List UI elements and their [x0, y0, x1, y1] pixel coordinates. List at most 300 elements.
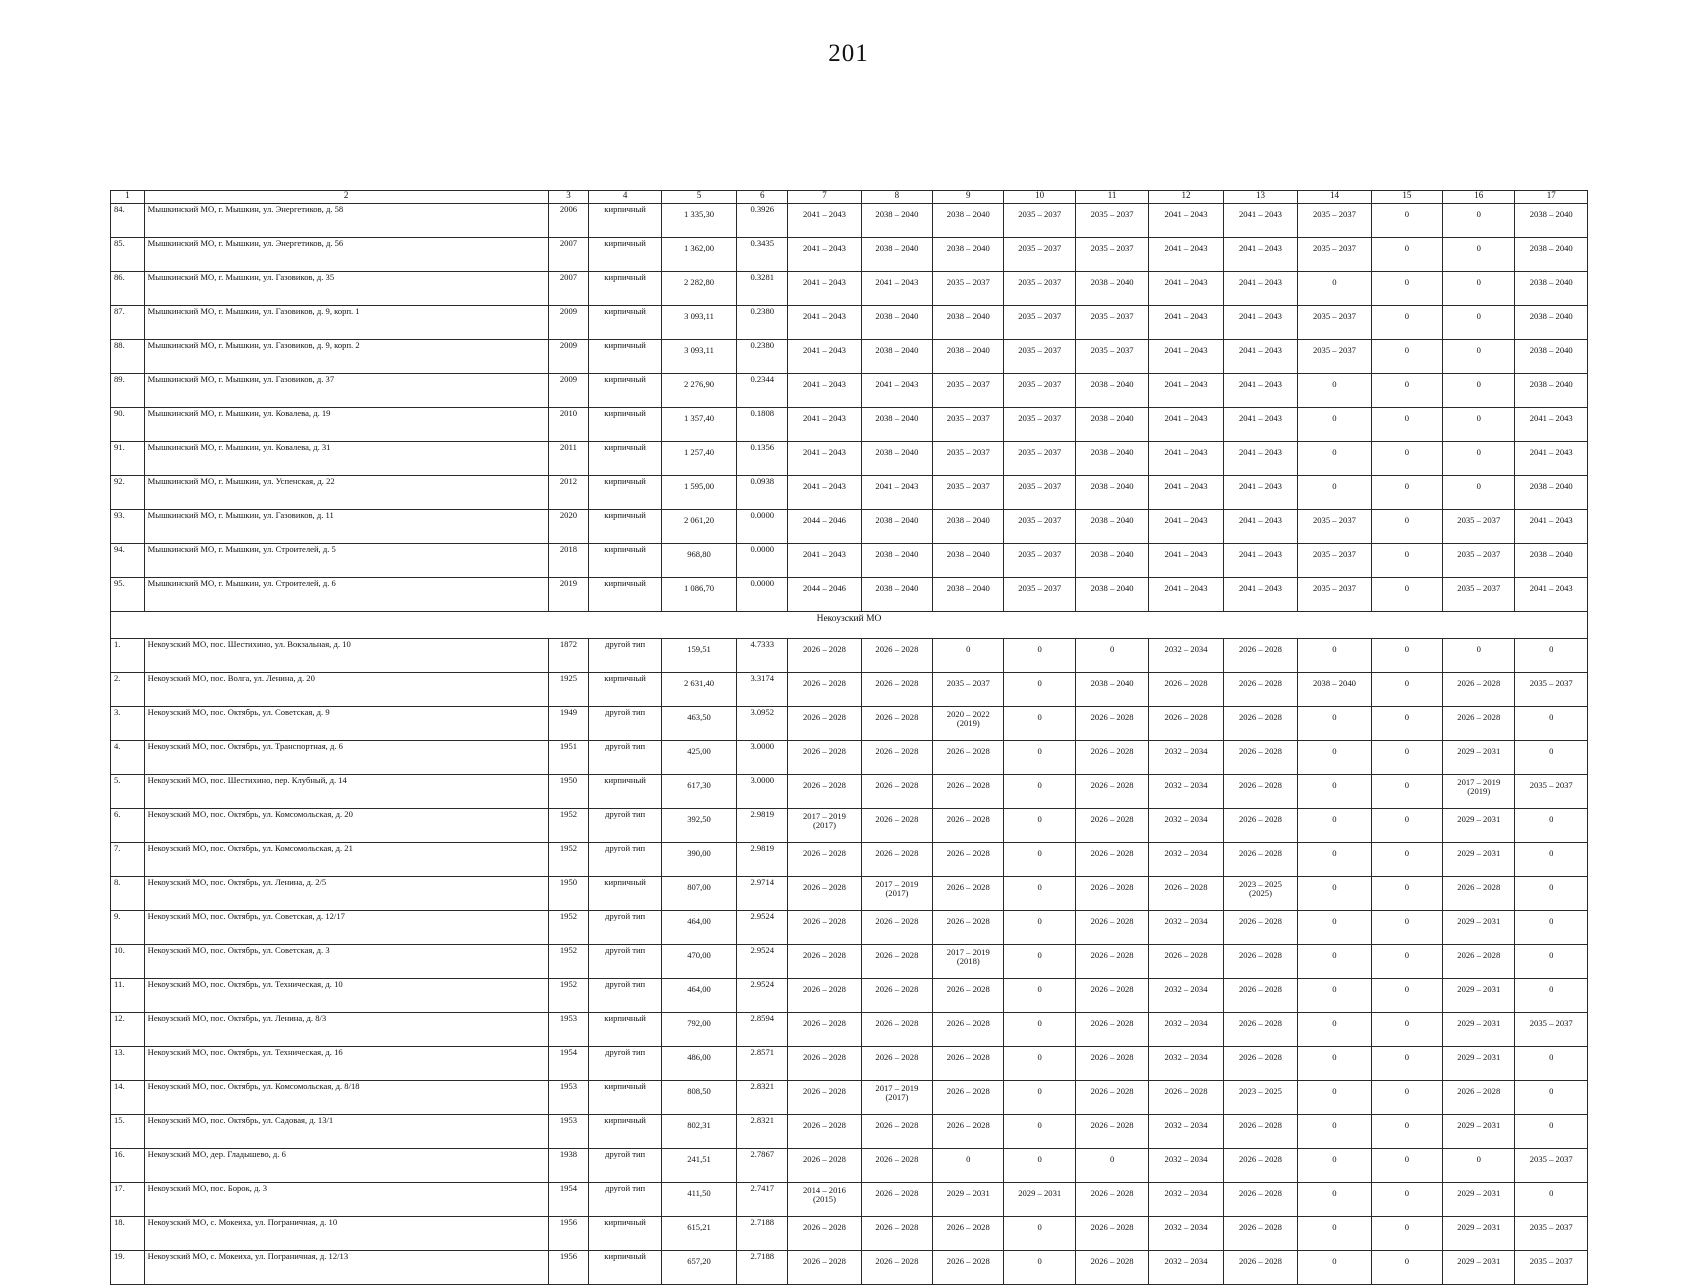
table-cell: 2026 – 2028: [788, 843, 861, 877]
table-cell: 2038 – 2040: [1075, 578, 1148, 612]
table-cell: 2035 – 2037: [933, 272, 1004, 306]
table-cell: 0: [1515, 979, 1588, 1013]
table-cell: 2026 – 2028: [1223, 1013, 1297, 1047]
table-cell: 0: [1443, 238, 1515, 272]
row-number-cell: 1.: [111, 639, 145, 673]
table-cell: 2014 – 2016 (2015): [788, 1183, 861, 1217]
row-number-cell: 10.: [111, 945, 145, 979]
table-cell: 2029 – 2031: [1443, 809, 1515, 843]
table-row: [111, 578, 1588, 612]
table-cell: 2029 – 2031: [1443, 1013, 1515, 1047]
table-cell: 0: [1298, 1115, 1371, 1149]
row-number-cell: 16.: [111, 1149, 145, 1183]
table-cell: 2035 – 2037: [1004, 476, 1075, 510]
table-cell: 0: [1298, 442, 1371, 476]
table-row: [111, 476, 1588, 510]
table-cell: 2029 – 2031: [1443, 979, 1515, 1013]
index-cell: 0.0000: [737, 510, 788, 544]
table-cell: 2026 – 2028: [1149, 673, 1223, 707]
table-cell: 2026 – 2028: [788, 1217, 861, 1251]
table-cell: 2041 – 2043: [861, 272, 932, 306]
table-cell: 2041 – 2043: [1223, 510, 1297, 544]
area-cell: 657,20: [661, 1251, 736, 1285]
table-cell: 2026 – 2028: [788, 639, 861, 673]
address-cell: Мышкинский МО, г. Мышкин, ул. Газовиков, д. 35: [144, 272, 548, 306]
table-cell: 2041 – 2043: [788, 544, 861, 578]
row-number-cell: 90.: [111, 408, 145, 442]
column-number-header: 11: [1075, 191, 1148, 204]
table-cell: 2026 – 2028: [1223, 707, 1297, 741]
table-cell: 2035 – 2037: [1515, 1217, 1588, 1251]
table-cell: 2026 – 2028: [788, 775, 861, 809]
table-cell: 0: [1004, 1081, 1075, 1115]
table-cell: 2038 – 2040: [1515, 272, 1588, 306]
wall-material-cell: кирпичный: [589, 510, 661, 544]
table-row: [111, 979, 1588, 1013]
table-cell: 2035 – 2037: [933, 442, 1004, 476]
table-cell: 2026 – 2028: [788, 1013, 861, 1047]
table-cell: 0: [1004, 809, 1075, 843]
table-row: [111, 1047, 1588, 1081]
table-cell: 2032 – 2034: [1149, 1115, 1223, 1149]
table-cell: 2041 – 2043: [1223, 442, 1297, 476]
area-cell: 1 357,40: [661, 408, 736, 442]
area-cell: 792,00: [661, 1013, 736, 1047]
table-cell: 2041 – 2043: [1149, 340, 1223, 374]
table-cell: 0: [1004, 911, 1075, 945]
address-cell: Некоузский МО, пос. Октябрь, ул. Советская, д. 12/17: [144, 911, 548, 945]
table-cell: 2038 – 2040: [861, 340, 932, 374]
table-cell: 0: [1371, 204, 1442, 238]
table-cell: 2026 – 2028: [1075, 1217, 1148, 1251]
address-cell: Некоузский МО, пос. Шестихино, ул. Вокзальная, д. 10: [144, 639, 548, 673]
table-cell: 2038 – 2040: [861, 544, 932, 578]
area-cell: 1 257,40: [661, 442, 736, 476]
table-cell: 2026 – 2028: [788, 945, 861, 979]
row-number-cell: 15.: [111, 1115, 145, 1149]
row-number-cell: 18.: [111, 1217, 145, 1251]
year-cell: 1953: [548, 1081, 589, 1115]
table-cell: 2026 – 2028: [1075, 979, 1148, 1013]
address-cell: Некоузский МО, пос. Октябрь, ул. Техническая, д. 10: [144, 979, 548, 1013]
wall-material-cell: кирпичный: [589, 476, 661, 510]
table-cell: 2038 – 2040: [933, 578, 1004, 612]
table-cell: 2032 – 2034: [1149, 741, 1223, 775]
address-cell: Мышкинский МО, г. Мышкин, ул. Газовиков, д. 11: [144, 510, 548, 544]
index-cell: 2.9819: [737, 809, 788, 843]
table-cell: 2026 – 2028: [1223, 1183, 1297, 1217]
area-cell: 486,00: [661, 1047, 736, 1081]
row-number-cell: 95.: [111, 578, 145, 612]
table-cell: 2032 – 2034: [1149, 911, 1223, 945]
table-cell: 2038 – 2040: [1075, 510, 1148, 544]
year-cell: 1956: [548, 1217, 589, 1251]
table-cell: 2026 – 2028: [1075, 809, 1148, 843]
table-cell: 2035 – 2037: [1443, 578, 1515, 612]
index-cell: 2.9524: [737, 911, 788, 945]
table-cell: 0: [1443, 639, 1515, 673]
column-number-header: 3: [548, 191, 589, 204]
table-body: [111, 191, 1588, 1285]
table-cell: 2044 – 2046: [788, 578, 861, 612]
wall-material-cell: кирпичный: [589, 374, 661, 408]
address-cell: Некоузский МО, с. Мокеиха, ул. Пограничная, д. 12/13: [144, 1251, 548, 1285]
table-cell: 2038 – 2040: [861, 442, 932, 476]
wall-material-cell: другой тип: [589, 843, 661, 877]
table-cell: 0: [1371, 374, 1442, 408]
table-cell: 0: [1298, 1251, 1371, 1285]
table-cell: 2038 – 2040: [861, 510, 932, 544]
column-number-header: 16: [1443, 191, 1515, 204]
table-cell: 2026 – 2028: [1443, 877, 1515, 911]
table-cell: 2038 – 2040: [1075, 442, 1148, 476]
table-cell: 0: [1371, 843, 1442, 877]
table-cell: 2041 – 2043: [1149, 374, 1223, 408]
table-cell: 0: [1371, 639, 1442, 673]
table-cell: 2026 – 2028: [933, 1115, 1004, 1149]
table-cell: 2035 – 2037: [1298, 306, 1371, 340]
address-cell: Некоузский МО, пос. Октябрь, ул. Техническая, д. 16: [144, 1047, 548, 1081]
table-cell: 2026 – 2028: [1075, 1251, 1148, 1285]
table-cell: 0: [1004, 945, 1075, 979]
row-number-cell: 85.: [111, 238, 145, 272]
table-cell: 2026 – 2028: [788, 1149, 861, 1183]
table-cell: 2026 – 2028: [1075, 911, 1148, 945]
table-cell: 2032 – 2034: [1149, 1251, 1223, 1285]
table-cell: 2026 – 2028: [1223, 843, 1297, 877]
table-cell: 2026 – 2028: [933, 809, 1004, 843]
wall-material-cell: другой тип: [589, 707, 661, 741]
table-cell: 0: [1298, 408, 1371, 442]
wall-material-cell: другой тип: [589, 945, 661, 979]
column-number-header: 17: [1515, 191, 1588, 204]
table-cell: 0: [1004, 1217, 1075, 1251]
table-cell: 2026 – 2028: [1075, 1047, 1148, 1081]
table-row: [111, 1149, 1588, 1183]
table-cell: 2041 – 2043: [1223, 374, 1297, 408]
table-cell: 2041 – 2043: [788, 272, 861, 306]
table-cell: 2026 – 2028: [861, 1013, 932, 1047]
wall-material-cell: другой тип: [589, 809, 661, 843]
year-cell: 1956: [548, 1251, 589, 1285]
table-cell: 0: [1371, 442, 1442, 476]
table-cell: 2026 – 2028: [788, 911, 861, 945]
table-cell: 2026 – 2028: [788, 1081, 861, 1115]
table-cell: 2035 – 2037: [1515, 1013, 1588, 1047]
area-cell: 808,50: [661, 1081, 736, 1115]
table-cell: 0: [1371, 510, 1442, 544]
table-cell: 2026 – 2028: [1075, 707, 1148, 741]
table-cell: 2026 – 2028: [861, 911, 932, 945]
table-cell: 0: [1371, 775, 1442, 809]
year-cell: 2012: [548, 476, 589, 510]
table-cell: 0: [1298, 877, 1371, 911]
table-cell: 2035 – 2037: [1515, 1251, 1588, 1285]
column-number-header: 7: [788, 191, 861, 204]
index-cell: 2.8321: [737, 1081, 788, 1115]
table-cell: 0: [1371, 578, 1442, 612]
table-cell: 0: [1515, 707, 1588, 741]
wall-material-cell: другой тип: [589, 639, 661, 673]
table-cell: 2029 – 2031: [1443, 1115, 1515, 1149]
table-cell: 0: [1004, 741, 1075, 775]
column-number-row: [111, 191, 1588, 204]
wall-material-cell: кирпичный: [589, 544, 661, 578]
wall-material-cell: кирпичный: [589, 1251, 661, 1285]
table-cell: 2035 – 2037: [1004, 442, 1075, 476]
table-cell: 0: [1515, 1183, 1588, 1217]
area-cell: 2 061,20: [661, 510, 736, 544]
address-cell: Некоузский МО, дер. Гладышево, д. 6: [144, 1149, 548, 1183]
table-cell: 0: [1004, 1115, 1075, 1149]
row-number-cell: 4.: [111, 741, 145, 775]
year-cell: 2007: [548, 238, 589, 272]
table-cell: 0: [1371, 809, 1442, 843]
table-row: [111, 272, 1588, 306]
table-cell: 2026 – 2028: [861, 1115, 932, 1149]
index-cell: 2.8594: [737, 1013, 788, 1047]
table-cell: 2041 – 2043: [1223, 476, 1297, 510]
table-cell: 2035 – 2037: [1298, 510, 1371, 544]
address-cell: Некоузский МО, пос. Октябрь, ул. Комсомольская, д. 20: [144, 809, 548, 843]
table-cell: 2026 – 2028: [1075, 945, 1148, 979]
row-number-cell: 9.: [111, 911, 145, 945]
index-cell: 2.7867: [737, 1149, 788, 1183]
table-cell: 2026 – 2028: [933, 1217, 1004, 1251]
table-cell: 0: [1298, 1217, 1371, 1251]
table-cell: 2026 – 2028: [1223, 945, 1297, 979]
address-cell: Мышкинский МО, г. Мышкин, ул. Успенская, д. 22: [144, 476, 548, 510]
table-cell: 0: [1298, 741, 1371, 775]
table-cell: 2038 – 2040: [1515, 238, 1588, 272]
table-cell: 2026 – 2028: [933, 1047, 1004, 1081]
wall-material-cell: кирпичный: [589, 1217, 661, 1251]
table-cell: 2026 – 2028: [1223, 1217, 1297, 1251]
row-number-cell: 89.: [111, 374, 145, 408]
year-cell: 2018: [548, 544, 589, 578]
table-cell: 2026 – 2028: [933, 1013, 1004, 1047]
table-cell: 2038 – 2040: [1075, 544, 1148, 578]
row-number-cell: 94.: [111, 544, 145, 578]
table-cell: 0: [1004, 1013, 1075, 1047]
table-cell: 2038 – 2040: [933, 204, 1004, 238]
table-cell: 2026 – 2028: [861, 1217, 932, 1251]
table-cell: 2041 – 2043: [788, 306, 861, 340]
address-cell: Некоузский МО, пос. Октябрь, ул. Советская, д. 3: [144, 945, 548, 979]
address-cell: Некоузский МО, пос. Октябрь, ул. Ленина, д. 8/3: [144, 1013, 548, 1047]
table-cell: 2035 – 2037: [933, 476, 1004, 510]
area-cell: 1 362,00: [661, 238, 736, 272]
area-cell: 807,00: [661, 877, 736, 911]
table-cell: 0: [1371, 238, 1442, 272]
table-cell: 0: [1298, 775, 1371, 809]
table-cell: 2032 – 2034: [1149, 843, 1223, 877]
table-cell: 2035 – 2037: [1298, 578, 1371, 612]
table-cell: 2026 – 2028: [861, 979, 932, 1013]
table-cell: 0: [1371, 1081, 1442, 1115]
row-number-cell: 11.: [111, 979, 145, 1013]
row-number-cell: 8.: [111, 877, 145, 911]
table-cell: 2032 – 2034: [1149, 775, 1223, 809]
table-cell: 0: [1371, 272, 1442, 306]
index-cell: 2.8321: [737, 1115, 788, 1149]
index-cell: 2.9819: [737, 843, 788, 877]
table-cell: 2026 – 2028: [1149, 707, 1223, 741]
index-cell: 0.1356: [737, 442, 788, 476]
table-cell: 2026 – 2028: [788, 1115, 861, 1149]
table-cell: 0: [1298, 476, 1371, 510]
table-cell: 0: [1371, 1183, 1442, 1217]
row-number-cell: 17.: [111, 1183, 145, 1217]
table-cell: 2041 – 2043: [1515, 510, 1588, 544]
table-cell: 2026 – 2028: [861, 843, 932, 877]
area-cell: 411,50: [661, 1183, 736, 1217]
table-row: [111, 1115, 1588, 1149]
index-cell: 3.0000: [737, 775, 788, 809]
table-cell: 0: [1004, 707, 1075, 741]
wall-material-cell: другой тип: [589, 1047, 661, 1081]
table-cell: 2026 – 2028: [1223, 979, 1297, 1013]
section-title: Некоузский МО: [111, 612, 1588, 639]
wall-material-cell: кирпичный: [589, 1115, 661, 1149]
table-row: [111, 843, 1588, 877]
year-cell: 2011: [548, 442, 589, 476]
area-cell: 617,30: [661, 775, 736, 809]
table-cell: 2032 – 2034: [1149, 1183, 1223, 1217]
wall-material-cell: кирпичный: [589, 1081, 661, 1115]
table-cell: 2035 – 2037: [1004, 272, 1075, 306]
table-cell: 2041 – 2043: [788, 374, 861, 408]
table-cell: 2026 – 2028: [1149, 877, 1223, 911]
index-cell: 0.2380: [737, 340, 788, 374]
table-cell: 2041 – 2043: [1149, 544, 1223, 578]
year-cell: 1872: [548, 639, 589, 673]
table-row: [111, 442, 1588, 476]
index-cell: 3.3174: [737, 673, 788, 707]
table-cell: 2035 – 2037: [933, 408, 1004, 442]
index-cell: 0.1808: [737, 408, 788, 442]
table-cell: 0: [1371, 1251, 1442, 1285]
table-cell: 2029 – 2031: [1443, 1217, 1515, 1251]
address-cell: Мышкинский МО, г. Мышкин, ул. Энергетиков, д. 56: [144, 238, 548, 272]
table-cell: 0: [1004, 1251, 1075, 1285]
table-row: [111, 1217, 1588, 1251]
table-cell: 0: [1298, 843, 1371, 877]
table-cell: 0: [1298, 374, 1371, 408]
table-cell: 2026 – 2028: [861, 1251, 932, 1285]
table-cell: 2035 – 2037: [1515, 775, 1588, 809]
table-cell: 2026 – 2028: [861, 775, 932, 809]
table-cell: 2038 – 2040: [861, 204, 932, 238]
address-cell: Некоузский МО, пос. Октябрь, ул. Ленина, д. 2/5: [144, 877, 548, 911]
table-cell: 0: [1515, 809, 1588, 843]
table-cell: 2038 – 2040: [1075, 673, 1148, 707]
table-cell: 2038 – 2040: [1515, 544, 1588, 578]
table-cell: 2026 – 2028: [1223, 741, 1297, 775]
row-number-cell: 19.: [111, 1251, 145, 1285]
table-cell: 0: [1443, 408, 1515, 442]
table-cell: 0: [1443, 442, 1515, 476]
address-cell: Мышкинский МО, г. Мышкин, ул. Энергетиков, д. 58: [144, 204, 548, 238]
column-number-header: 6: [737, 191, 788, 204]
table-cell: 2038 – 2040: [933, 238, 1004, 272]
row-number-cell: 14.: [111, 1081, 145, 1115]
table-cell: 2041 – 2043: [1149, 204, 1223, 238]
table-cell: 2035 – 2037: [1443, 544, 1515, 578]
column-number-header: 9: [933, 191, 1004, 204]
address-cell: Мышкинский МО, г. Мышкин, ул. Строителей, д. 5: [144, 544, 548, 578]
table-cell: 2029 – 2031: [1004, 1183, 1075, 1217]
table-cell: 2032 – 2034: [1149, 1149, 1223, 1183]
table-cell: 2041 – 2043: [1149, 476, 1223, 510]
area-cell: 159,51: [661, 639, 736, 673]
address-cell: Некоузский МО, пос. Октябрь, ул. Транспортная, д. 6: [144, 741, 548, 775]
wall-material-cell: кирпичный: [589, 877, 661, 911]
table-cell: 0: [1515, 1047, 1588, 1081]
table-cell: 2026 – 2028: [1223, 911, 1297, 945]
year-cell: 1953: [548, 1013, 589, 1047]
table-cell: 2026 – 2028: [1075, 1115, 1148, 1149]
index-cell: 2.7417: [737, 1183, 788, 1217]
table-cell: 2035 – 2037: [933, 673, 1004, 707]
table-cell: 2017 – 2019 (2017): [861, 877, 932, 911]
area-cell: 968,80: [661, 544, 736, 578]
table-cell: 0: [1371, 306, 1442, 340]
year-cell: 2006: [548, 204, 589, 238]
table-cell: 2026 – 2028: [1223, 1115, 1297, 1149]
table-row: [111, 510, 1588, 544]
column-number-header: 10: [1004, 191, 1075, 204]
table-cell: 2035 – 2037: [1075, 238, 1148, 272]
year-cell: 1952: [548, 979, 589, 1013]
table-cell: 2029 – 2031: [1443, 1047, 1515, 1081]
table-cell: 2026 – 2028: [933, 1081, 1004, 1115]
address-cell: Некоузский МО, пос. Октябрь, ул. Садовая, д. 13/1: [144, 1115, 548, 1149]
section-row: [111, 612, 1588, 639]
table-row: [111, 204, 1588, 238]
table-cell: 0: [1298, 1013, 1371, 1047]
table-cell: 2035 – 2037: [1004, 340, 1075, 374]
table-cell: 2026 – 2028: [933, 877, 1004, 911]
table-cell: 2041 – 2043: [1149, 578, 1223, 612]
table-cell: 2026 – 2028: [1149, 1081, 1223, 1115]
table-cell: 0: [1004, 843, 1075, 877]
index-cell: 2.8571: [737, 1047, 788, 1081]
table-row: [111, 340, 1588, 374]
wall-material-cell: кирпичный: [589, 204, 661, 238]
table-cell: 2038 – 2040: [1515, 374, 1588, 408]
address-cell: Мышкинский МО, г. Мышкин, ул. Газовиков, д. 37: [144, 374, 548, 408]
table-cell: 2026 – 2028: [1223, 809, 1297, 843]
table-cell: 2032 – 2034: [1149, 979, 1223, 1013]
table-cell: 2038 – 2040: [1075, 408, 1148, 442]
table-cell: 2041 – 2043: [788, 238, 861, 272]
row-number-cell: 12.: [111, 1013, 145, 1047]
table-cell: 2041 – 2043: [1223, 340, 1297, 374]
index-cell: 0.0000: [737, 578, 788, 612]
table-cell: 0: [1443, 374, 1515, 408]
table-cell: 2026 – 2028: [788, 741, 861, 775]
year-cell: 2009: [548, 306, 589, 340]
wall-material-cell: кирпичный: [589, 775, 661, 809]
table-cell: 0: [1298, 272, 1371, 306]
wall-material-cell: кирпичный: [589, 673, 661, 707]
area-cell: 3 093,11: [661, 306, 736, 340]
table-cell: 0: [1371, 1013, 1442, 1047]
table-cell: 2026 – 2028: [933, 979, 1004, 1013]
table-cell: 0: [1004, 1047, 1075, 1081]
index-cell: 3.0952: [737, 707, 788, 741]
